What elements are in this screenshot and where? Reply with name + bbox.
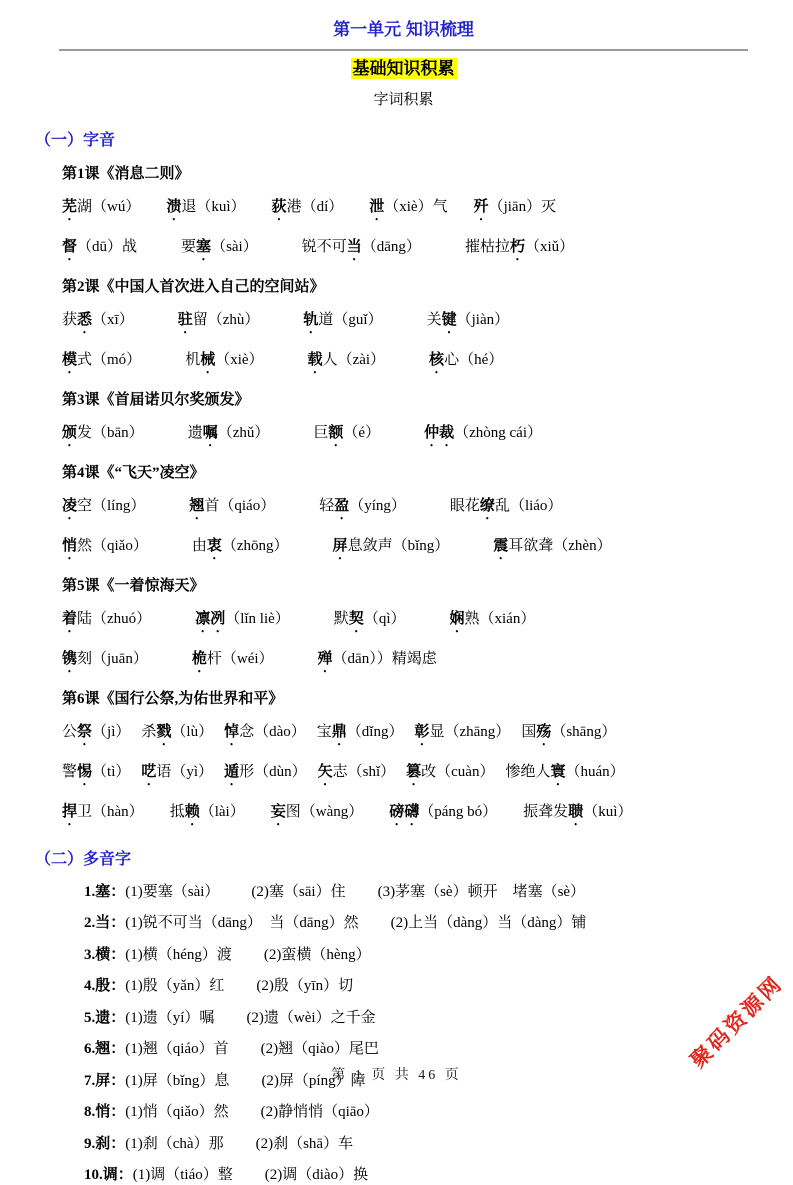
vocab-row	[62, 496, 745, 523]
vocab-row	[62, 310, 745, 337]
emphasized-character: 娴	[449, 611, 464, 627]
emphasized-character: 盈	[334, 498, 349, 514]
emphasized-character: 惕	[77, 764, 92, 780]
plain-text: 要	[181, 239, 196, 255]
plain-text: 获	[62, 312, 77, 328]
lesson-title: 第1课《消息二则》	[62, 164, 745, 184]
vocab-item	[308, 350, 386, 377]
polyphone-example: (2)静悄悄（qiāo）	[261, 1104, 379, 1120]
plain-text: （dū）战	[77, 239, 137, 255]
emphasized-character: 芜	[62, 199, 77, 215]
emphasized-character: 悄	[62, 538, 77, 554]
vocab-item	[62, 350, 141, 377]
plain-text: 耳欲聋（zhèn）	[508, 538, 611, 554]
emphasized-character: 震	[493, 538, 508, 554]
polyphone-headword: 9.刹：	[84, 1136, 125, 1152]
polyphone-example: (2)翘（qiào）尾巴	[261, 1041, 379, 1057]
plain-text: 港（dí）	[287, 199, 344, 215]
vocab-item	[414, 722, 510, 749]
polyphone-example: (1)悄（qiǎo）然	[125, 1104, 228, 1120]
emphasized-character: 督	[62, 239, 77, 255]
plain-text: （lài）	[200, 804, 245, 820]
plain-text: 乱（liáo）	[495, 498, 563, 514]
emphasized-character: 泄	[369, 199, 384, 215]
lesson-title: 第3课《首届诺贝尔奖颁发》	[62, 390, 745, 410]
plain-text: 语（yì）	[156, 764, 213, 780]
section-heading-phonetics: （一）字音	[35, 131, 745, 151]
vocab-item	[505, 762, 624, 789]
emphasized-character: 轨	[303, 312, 318, 328]
plain-text: 国	[521, 724, 536, 740]
plain-text: 警	[62, 764, 77, 780]
vocab-item	[178, 310, 260, 337]
polyphone-example: (2)屏（píng）障	[261, 1073, 365, 1089]
plain-text: 振聋发	[523, 804, 568, 820]
plain-text: （xiè）气	[384, 199, 447, 215]
phonetics-lessons	[62, 164, 745, 829]
emphasized-character: 妄	[271, 804, 286, 820]
polyphone-example: (1)要塞（sài）	[125, 884, 219, 900]
emphasized-character: 械	[200, 352, 215, 368]
polyphone-row	[84, 1134, 745, 1154]
vocab-item	[192, 536, 289, 563]
plain-text: 式（mó）	[77, 352, 141, 368]
vocab-item	[303, 310, 382, 337]
vocab-item	[272, 197, 344, 224]
plain-text: （dān））精竭虑	[333, 651, 437, 667]
polyphone-headword: 6.翘：	[84, 1041, 125, 1057]
emphasized-character: 额	[328, 425, 343, 441]
plain-text: （jì）	[92, 724, 130, 740]
plain-text: （yíng）	[349, 498, 406, 514]
plain-text: 空（líng）	[77, 498, 145, 514]
emphasized-character: 悉	[77, 312, 92, 328]
highlighted-section-title: 基础知识积累	[351, 58, 457, 79]
lesson-title: 第4课《“飞天”凌空》	[62, 463, 745, 483]
vocab-item	[334, 609, 406, 636]
emphasized-character: 朽	[510, 239, 525, 255]
plain-text: （xiè）	[215, 352, 263, 368]
plain-text: （dǐng）	[347, 724, 404, 740]
vocab-item	[62, 722, 130, 749]
lesson-title: 第5课《一着惊海天》	[62, 576, 745, 596]
vocab-item	[181, 237, 258, 264]
emphasized-character: 衷	[207, 538, 222, 554]
emphasized-character: 遁	[224, 764, 239, 780]
lesson-title: 第2课《中国人首次进入自己的空间站》	[62, 277, 745, 297]
polyphone-row	[84, 882, 745, 902]
vocab-item	[188, 423, 270, 450]
polyphone-row	[84, 976, 745, 996]
emphasized-character: 殇	[536, 724, 551, 740]
vocab-item	[493, 536, 611, 563]
vocab-item	[224, 722, 306, 749]
emphasized-character: 聩	[568, 804, 583, 820]
plain-text: （lù）	[171, 724, 213, 740]
vocab-item	[224, 762, 307, 789]
polyphone-example: (2)塞（sāi）住	[251, 884, 345, 900]
vocab-item	[427, 310, 510, 337]
emphasized-character: 赖	[185, 804, 200, 820]
polyphone-example: (2)调（diào）换	[265, 1167, 368, 1183]
vocab-item	[450, 496, 563, 523]
emphasized-character: 载	[308, 352, 323, 368]
vocab-item	[318, 762, 396, 789]
plain-text: （zhǔ）	[218, 425, 270, 441]
plain-text: 杀	[141, 724, 156, 740]
plain-text: 卫（hàn）	[77, 804, 144, 820]
emphasized-character: 寰	[550, 764, 565, 780]
emphasized-character: 仲裁	[424, 425, 454, 441]
emphasized-character: 矢	[318, 764, 333, 780]
lesson-title: 第6课《国行公祭,为佑世界和平》	[62, 689, 745, 709]
plain-text: （shāng）	[551, 724, 616, 740]
vocab-item	[166, 197, 245, 224]
vocab-item	[62, 496, 145, 523]
plain-text: 宝	[317, 724, 332, 740]
emphasized-character: 祭	[77, 724, 92, 740]
polyphone-example: (2)刹（shā）车	[256, 1136, 354, 1152]
vocab-item	[62, 423, 144, 450]
polyphone-example: (1)横（héng）渡	[125, 947, 232, 963]
emphasized-character: 歼	[474, 199, 489, 215]
emphasized-character: 着	[62, 611, 77, 627]
vocab-row	[62, 609, 745, 636]
plain-text: 首（qiáo）	[204, 498, 275, 514]
plain-text: 关	[427, 312, 442, 328]
page-title: 第一单元 知识梳理	[62, 20, 745, 40]
vocab-item	[62, 802, 144, 829]
vocab-item	[465, 237, 574, 264]
plain-text: 心（hé）	[444, 352, 503, 368]
plain-text: 退（kuì）	[181, 199, 245, 215]
emphasized-character: 模	[62, 352, 77, 368]
polyphone-example: (2)蛮横（hèng）	[264, 947, 371, 963]
polyphone-example: (2)上当（dàng）当（dàng）铺	[391, 915, 587, 931]
plain-text: 然（qiǎo）	[77, 538, 148, 554]
emphasized-character: 桅	[192, 651, 207, 667]
plain-text: 湖（wú）	[77, 199, 140, 215]
emphasized-character: 篡	[406, 764, 421, 780]
polyphone-example: (1)翘（qiáo）首	[125, 1041, 228, 1057]
emphasized-character: 镌	[62, 651, 77, 667]
plain-text: 显（zhāng）	[429, 724, 510, 740]
vocab-row	[62, 350, 745, 377]
plain-text: 公	[62, 724, 77, 740]
vocab-row	[62, 802, 745, 829]
vocab-row	[62, 536, 745, 563]
plain-text: 形（dùn）	[239, 764, 307, 780]
vocab-item	[389, 802, 497, 829]
polyphone-list	[62, 882, 745, 1185]
emphasized-character: 嘱	[203, 425, 218, 441]
vocab-item	[521, 722, 616, 749]
polyphone-row	[84, 1008, 745, 1028]
vocab-item	[271, 802, 364, 829]
vocab-item	[333, 536, 450, 563]
plain-text: 轻	[319, 498, 334, 514]
emphasized-character: 键	[442, 312, 457, 328]
emphasized-character: 凛冽	[195, 611, 225, 627]
vocab-item	[313, 423, 380, 450]
site-watermark: 聚码资源网	[683, 968, 789, 1074]
plain-text: 摧枯拉	[465, 239, 510, 255]
vocab-item	[192, 649, 274, 676]
polyphone-example: (1)遗（yí）嘱	[125, 1010, 214, 1026]
polyphone-example: (1)锐不可当（dāng） 当（dāng）然	[125, 915, 358, 931]
vocab-item	[195, 609, 290, 636]
polyphone-row	[84, 945, 745, 965]
emphasized-character: 磅礴	[389, 804, 419, 820]
plain-text: 抵	[170, 804, 185, 820]
plain-text: （xī）	[92, 312, 134, 328]
polyphone-headword: 10.调：	[84, 1167, 133, 1183]
emphasized-character: 凌	[62, 498, 77, 514]
polyphone-headword: 7.屏：	[84, 1073, 125, 1089]
emphasized-character: 荻	[272, 199, 287, 215]
plain-text: （é）	[343, 425, 380, 441]
polyphone-headword: 3.横：	[84, 947, 125, 963]
plain-text: （qì）	[364, 611, 406, 627]
emphasized-character: 捍	[62, 804, 77, 820]
emphasized-character: 核	[429, 352, 444, 368]
emphasized-character: 当	[347, 239, 362, 255]
plain-text: （tì）	[92, 764, 130, 780]
plain-text: 锐不可	[302, 239, 347, 255]
vocab-item	[170, 802, 245, 829]
vocab-item	[449, 609, 535, 636]
vocab-item	[62, 762, 130, 789]
plain-text: （kuì）	[583, 804, 632, 820]
plain-text: 志（shǐ）	[333, 764, 396, 780]
polyphone-row	[84, 1039, 745, 1059]
plain-text: 眼花	[450, 498, 480, 514]
plain-text: 图（wàng）	[286, 804, 364, 820]
page-number-footer: 第 1 页 共 46 页	[0, 1064, 793, 1084]
plain-text: 遗	[188, 425, 203, 441]
polyphone-headword: 8.悄：	[84, 1104, 125, 1120]
emphasized-character: 呓	[141, 764, 156, 780]
plain-text: 改（cuàn）	[421, 764, 494, 780]
plain-text: 息敛声（bǐng）	[348, 538, 450, 554]
vocab-item	[319, 496, 406, 523]
polyphone-headword: 5.遗：	[84, 1010, 125, 1026]
vocab-item	[474, 197, 557, 224]
emphasized-character: 殚	[318, 651, 333, 667]
plain-text: 由	[192, 538, 207, 554]
vocab-row	[62, 237, 745, 264]
plain-text: 巨	[313, 425, 328, 441]
plain-text: 熟（xián）	[465, 611, 536, 627]
vocab-item	[62, 237, 137, 264]
header-divider	[59, 49, 748, 51]
vocab-item	[317, 722, 404, 749]
highlight-title-row	[62, 58, 745, 79]
vocab-item	[141, 722, 213, 749]
plain-text: 惨绝人	[505, 764, 550, 780]
vocab-item	[62, 197, 140, 224]
vocab-item	[62, 609, 151, 636]
emphasized-character: 彰	[414, 724, 429, 740]
plain-text: （dāng）	[362, 239, 421, 255]
plain-text: （zhòng cái）	[454, 425, 542, 441]
emphasized-character: 戮	[156, 724, 171, 740]
section-heading-polyphones: （二）多音字	[35, 850, 745, 870]
polyphone-example: (1)屏（bǐng）息	[125, 1073, 229, 1089]
emphasized-character: 翘	[189, 498, 204, 514]
plain-text: （huán）	[566, 764, 625, 780]
vocab-item	[424, 423, 542, 450]
vocab-row	[62, 649, 745, 676]
plain-text: （jiān）灭	[489, 199, 557, 215]
plain-text: 留（zhù）	[193, 312, 260, 328]
subtitle: 字词积累	[62, 90, 745, 110]
plain-text: 刻（juān）	[77, 651, 148, 667]
polyphone-headword: 1.塞：	[84, 884, 125, 900]
emphasized-character: 鼎	[332, 724, 347, 740]
emphasized-character: 缭	[480, 498, 495, 514]
vocab-item	[406, 762, 494, 789]
emphasized-character: 塞	[196, 239, 211, 255]
emphasized-character: 颁	[62, 425, 77, 441]
plain-text: 陆（zhuó）	[77, 611, 151, 627]
emphasized-character: 驻	[178, 312, 193, 328]
plain-text: 道（guǐ）	[318, 312, 382, 328]
polyphone-example: (1)调（tiáo）整	[133, 1167, 233, 1183]
polyphone-headword: 4.殷：	[84, 978, 125, 994]
vocab-item	[185, 350, 263, 377]
vocab-item	[62, 536, 148, 563]
plain-text: 发（bān）	[77, 425, 144, 441]
plain-text: 默	[334, 611, 349, 627]
vocab-row	[62, 423, 745, 450]
emphasized-character: 契	[349, 611, 364, 627]
vocab-item	[318, 649, 437, 676]
emphasized-character: 屏	[333, 538, 348, 554]
plain-text: （sài）	[211, 239, 258, 255]
plain-text: 杆（wéi）	[207, 651, 274, 667]
polyphone-row	[84, 913, 745, 933]
plain-text: （páng bó）	[419, 804, 497, 820]
polyphone-example: (2)殷（yīn）切	[256, 978, 353, 994]
polyphone-row	[84, 1102, 745, 1122]
polyphone-example: (1)刹（chà）那	[125, 1136, 223, 1152]
vocab-item	[429, 350, 503, 377]
emphasized-character: 溃	[166, 199, 181, 215]
vocab-row	[62, 762, 745, 789]
vocab-item	[189, 496, 275, 523]
vocab-item	[141, 762, 213, 789]
emphasized-character: 悼	[224, 724, 239, 740]
polyphone-headword: 2.当：	[84, 915, 125, 931]
plain-text: （lǐn liè）	[225, 611, 290, 627]
plain-text: 念（dào）	[239, 724, 306, 740]
vocab-row	[62, 197, 745, 224]
vocab-item	[62, 649, 148, 676]
plain-text: （jiàn）	[457, 312, 510, 328]
polyphone-example: (2)遗（wèi）之千金	[246, 1010, 375, 1026]
vocab-item	[523, 802, 632, 829]
vocab-item	[302, 237, 421, 264]
plain-text: （xiǔ）	[525, 239, 574, 255]
vocab-row	[62, 722, 745, 749]
polyphone-row	[84, 1165, 745, 1185]
polyphone-example: (1)殷（yǎn）红	[125, 978, 224, 994]
vocab-item	[369, 197, 447, 224]
plain-text: （zhōng）	[222, 538, 289, 554]
polyphone-example: (3)茅塞（sè）顿开 堵塞（sè）	[378, 884, 585, 900]
vocab-item	[62, 310, 134, 337]
plain-text: 人（zài）	[323, 352, 385, 368]
plain-text: 机	[185, 352, 200, 368]
